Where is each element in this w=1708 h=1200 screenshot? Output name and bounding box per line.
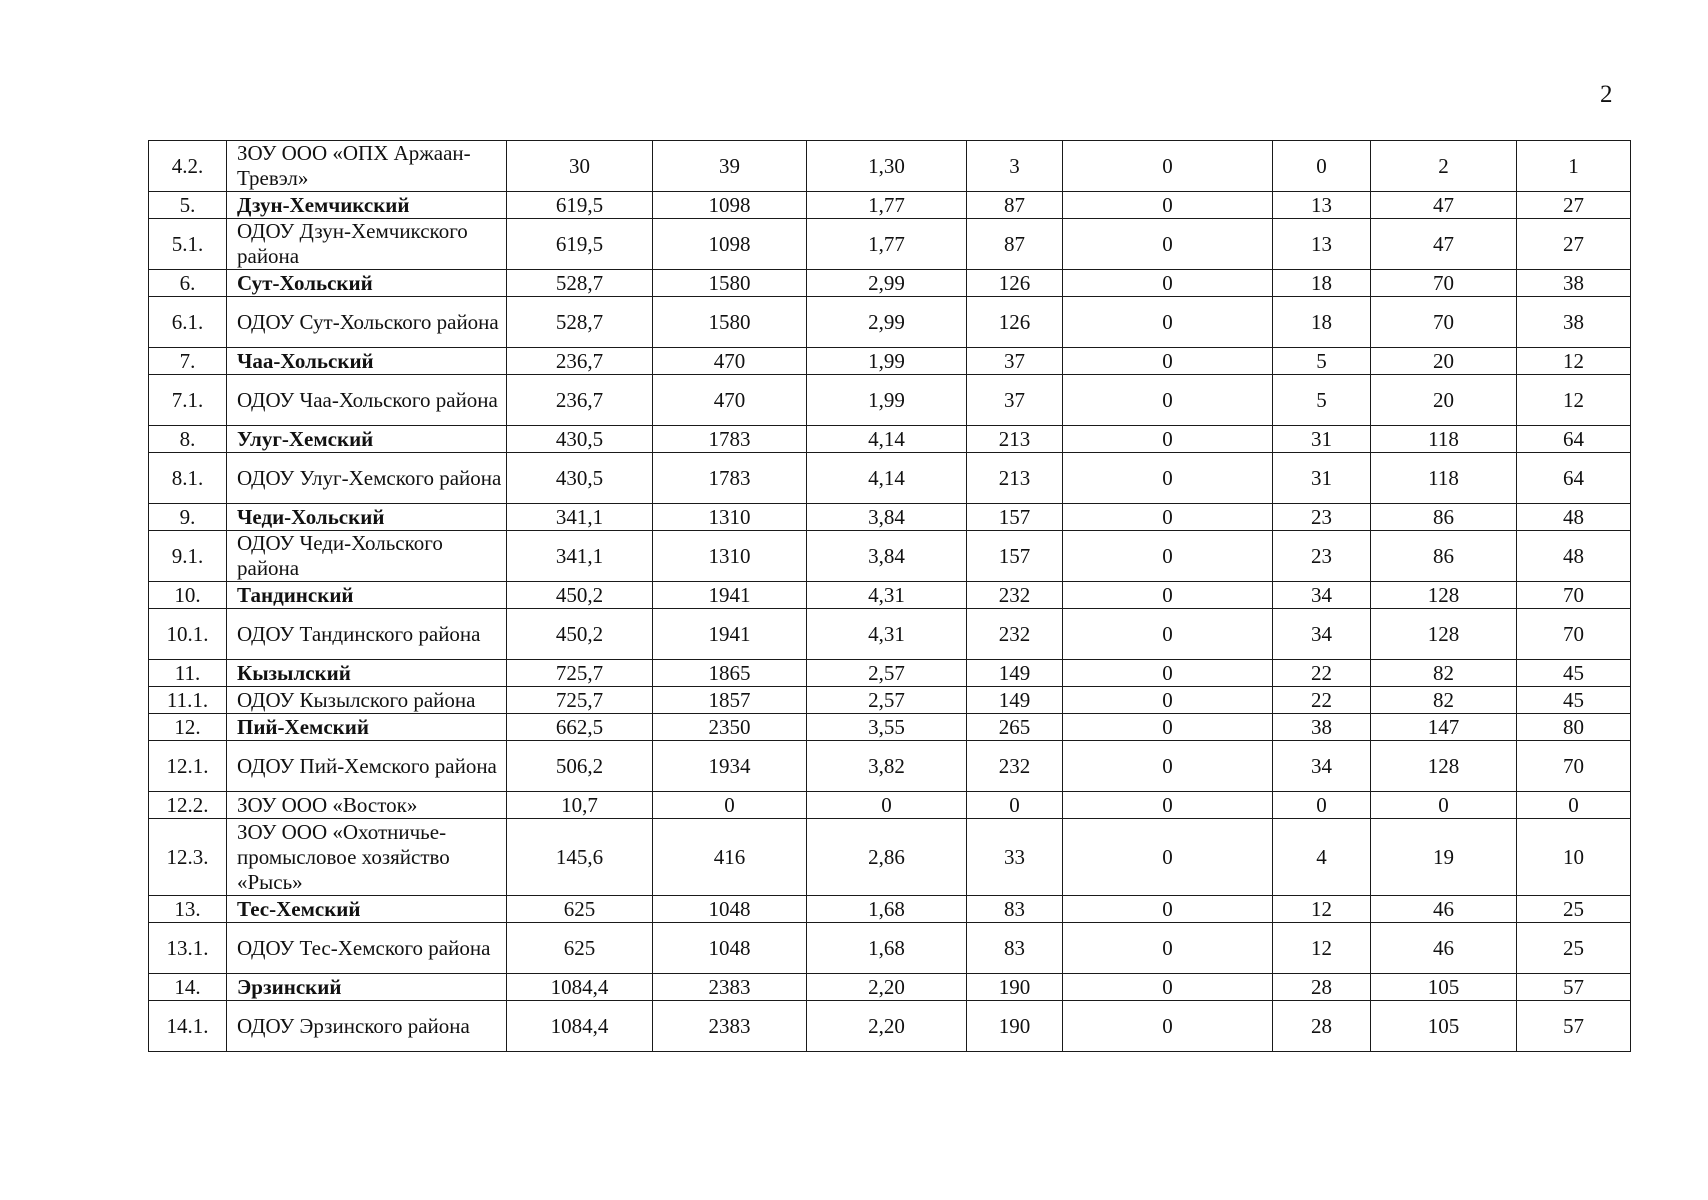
table-cell-col-2-value: 39: [653, 141, 807, 192]
table-cell-col-3-value: 2,57: [807, 660, 967, 687]
table-cell-col-7-value: 70: [1371, 270, 1517, 297]
table-cell-col-8-value: 57: [1517, 974, 1631, 1001]
table-cell-col-6-value: 0: [1273, 792, 1371, 819]
table-cell-col-2-value: 1580: [653, 297, 807, 348]
table-cell-col-4-value: 213: [967, 453, 1063, 504]
table-cell-col-2-value: 1941: [653, 609, 807, 660]
table-cell-col-7-value: 70: [1371, 297, 1517, 348]
table-cell-col-6-value: 28: [1273, 974, 1371, 1001]
table-cell-col-4-value: 83: [967, 923, 1063, 974]
table-cell-col-8-value: 27: [1517, 219, 1631, 270]
table-cell-col-4-value: 232: [967, 609, 1063, 660]
table-cell-row-name: ОДОУ Пий-Хемского района: [227, 741, 507, 792]
page-number: 2: [1600, 81, 1613, 108]
table-cell-col-1-value: 725,7: [507, 660, 653, 687]
table-cell-row-name: ОДОУ Чаа-Хольского района: [227, 375, 507, 426]
table-cell-col-3-value: 4,31: [807, 582, 967, 609]
table-cell-col-8-value: 0: [1517, 792, 1631, 819]
table-cell-col-8-value: 45: [1517, 660, 1631, 687]
table-cell-col-7-value: 128: [1371, 609, 1517, 660]
table-cell-col-2-value: 2383: [653, 1001, 807, 1052]
table-row: [149, 375, 1631, 426]
table-body: [149, 141, 1631, 1052]
table-cell-row-number: 12.1.: [149, 741, 227, 792]
table-cell-col-3-value: 2,20: [807, 974, 967, 1001]
table-cell-row-name: ОДОУ Улуг-Хемского района: [227, 453, 507, 504]
table-cell-col-7-value: 20: [1371, 375, 1517, 426]
table-cell-col-4-value: 149: [967, 660, 1063, 687]
table-row: [149, 297, 1631, 348]
table-cell-col-1-value: 450,2: [507, 609, 653, 660]
table-cell-col-7-value: 105: [1371, 1001, 1517, 1052]
table-cell-col-4-value: 126: [967, 270, 1063, 297]
table-row: [149, 714, 1631, 741]
table-cell-row-name: Дзун-Хемчикский: [227, 192, 507, 219]
table-cell-col-8-value: 12: [1517, 348, 1631, 375]
table-cell-col-6-value: 18: [1273, 270, 1371, 297]
table-cell-col-6-value: 5: [1273, 375, 1371, 426]
table-cell-col-7-value: 2: [1371, 141, 1517, 192]
table-cell-col-4-value: 213: [967, 426, 1063, 453]
table-cell-col-8-value: 38: [1517, 297, 1631, 348]
table-cell-col-6-value: 38: [1273, 714, 1371, 741]
data-table-container: [148, 140, 1630, 1052]
table-cell-row-name: ОДОУ Тес-Хемского района: [227, 923, 507, 974]
table-cell-col-6-value: 12: [1273, 923, 1371, 974]
table-cell-col-6-value: 23: [1273, 531, 1371, 582]
table-cell-col-8-value: 70: [1517, 741, 1631, 792]
table-cell-col-3-value: 2,20: [807, 1001, 967, 1052]
table-cell-col-1-value: 236,7: [507, 375, 653, 426]
table-cell-col-6-value: 34: [1273, 582, 1371, 609]
table-cell-row-number: 6.1.: [149, 297, 227, 348]
table-cell-col-3-value: 1,99: [807, 375, 967, 426]
table-row: [149, 531, 1631, 582]
table-cell-row-number: 7.: [149, 348, 227, 375]
table-cell-col-7-value: 47: [1371, 192, 1517, 219]
table-cell-col-5-value: 0: [1063, 974, 1273, 1001]
table-cell-col-1-value: 341,1: [507, 504, 653, 531]
table-cell-col-7-value: 147: [1371, 714, 1517, 741]
table-cell-col-4-value: 33: [967, 819, 1063, 896]
table-cell-col-5-value: 0: [1063, 348, 1273, 375]
table-cell-col-5-value: 0: [1063, 1001, 1273, 1052]
table-cell-row-number: 8.: [149, 426, 227, 453]
table-cell-row-name: Чаа-Хольский: [227, 348, 507, 375]
table-cell-col-3-value: 1,77: [807, 192, 967, 219]
table-cell-col-7-value: 86: [1371, 504, 1517, 531]
table-cell-col-2-value: 2350: [653, 714, 807, 741]
table-cell-col-8-value: 12: [1517, 375, 1631, 426]
table-cell-col-1-value: 528,7: [507, 297, 653, 348]
table-cell-col-1-value: 528,7: [507, 270, 653, 297]
table-cell-col-6-value: 31: [1273, 453, 1371, 504]
table-cell-row-number: 8.1.: [149, 453, 227, 504]
table-cell-col-5-value: 0: [1063, 297, 1273, 348]
table-cell-row-name: Чеди-Хольский: [227, 504, 507, 531]
table-cell-col-8-value: 25: [1517, 923, 1631, 974]
table-cell-col-1-value: 619,5: [507, 192, 653, 219]
table-cell-col-7-value: 128: [1371, 582, 1517, 609]
table-cell-col-1-value: 725,7: [507, 687, 653, 714]
table-cell-col-8-value: 38: [1517, 270, 1631, 297]
table-cell-col-5-value: 0: [1063, 714, 1273, 741]
table-cell-col-3-value: 3,84: [807, 531, 967, 582]
table-row: [149, 896, 1631, 923]
table-cell-col-3-value: 4,31: [807, 609, 967, 660]
table-cell-col-7-value: 82: [1371, 660, 1517, 687]
table-cell-row-name: Тандинский: [227, 582, 507, 609]
table-row: [149, 609, 1631, 660]
table-cell-col-6-value: 13: [1273, 219, 1371, 270]
table-cell-col-1-value: 1084,4: [507, 1001, 653, 1052]
table-cell-row-number: 7.1.: [149, 375, 227, 426]
table-cell-col-4-value: 157: [967, 531, 1063, 582]
table-cell-col-2-value: 1580: [653, 270, 807, 297]
table-cell-col-5-value: 0: [1063, 896, 1273, 923]
table-cell-col-2-value: 470: [653, 348, 807, 375]
table-cell-col-5-value: 0: [1063, 219, 1273, 270]
table-cell-col-8-value: 70: [1517, 609, 1631, 660]
table-cell-col-8-value: 10: [1517, 819, 1631, 896]
table-cell-col-5-value: 0: [1063, 792, 1273, 819]
table-cell-row-name: ОДОУ Чеди-Хольского района: [227, 531, 507, 582]
table-cell-col-3-value: 3,82: [807, 741, 967, 792]
table-cell-col-5-value: 0: [1063, 923, 1273, 974]
table-cell-col-1-value: 506,2: [507, 741, 653, 792]
table-cell-col-6-value: 18: [1273, 297, 1371, 348]
table-cell-col-3-value: 0: [807, 792, 967, 819]
table-cell-col-3-value: 3,84: [807, 504, 967, 531]
table-cell-col-4-value: 83: [967, 896, 1063, 923]
table-cell-col-1-value: 236,7: [507, 348, 653, 375]
table-cell-col-5-value: 0: [1063, 741, 1273, 792]
table-cell-col-6-value: 13: [1273, 192, 1371, 219]
table-cell-col-8-value: 27: [1517, 192, 1631, 219]
data-table: [148, 140, 1631, 1052]
table-cell-col-7-value: 86: [1371, 531, 1517, 582]
table-cell-row-number: 13.: [149, 896, 227, 923]
table-cell-row-number: 12.3.: [149, 819, 227, 896]
table-row: [149, 660, 1631, 687]
table-row: [149, 348, 1631, 375]
table-cell-row-name: Эрзинский: [227, 974, 507, 1001]
table-cell-col-6-value: 28: [1273, 1001, 1371, 1052]
table-cell-row-number: 12.2.: [149, 792, 227, 819]
table-cell-col-7-value: 118: [1371, 453, 1517, 504]
table-cell-col-1-value: 10,7: [507, 792, 653, 819]
table-row: [149, 426, 1631, 453]
table-cell-col-2-value: 0: [653, 792, 807, 819]
table-cell-col-6-value: 12: [1273, 896, 1371, 923]
table-cell-col-4-value: 265: [967, 714, 1063, 741]
table-cell-col-2-value: 1048: [653, 923, 807, 974]
table-cell-row-number: 11.: [149, 660, 227, 687]
table-cell-col-8-value: 1: [1517, 141, 1631, 192]
table-cell-col-8-value: 48: [1517, 531, 1631, 582]
table-cell-col-5-value: 0: [1063, 426, 1273, 453]
table-cell-col-4-value: 232: [967, 582, 1063, 609]
table-cell-col-6-value: 34: [1273, 741, 1371, 792]
table-cell-col-4-value: 149: [967, 687, 1063, 714]
table-cell-col-3-value: 2,57: [807, 687, 967, 714]
table-cell-col-3-value: 1,99: [807, 348, 967, 375]
table-cell-col-4-value: 37: [967, 348, 1063, 375]
table-row: [149, 219, 1631, 270]
table-cell-col-2-value: 1857: [653, 687, 807, 714]
table-cell-col-7-value: 46: [1371, 896, 1517, 923]
table-cell-row-name: Пий-Хемский: [227, 714, 507, 741]
table-cell-col-2-value: 2383: [653, 974, 807, 1001]
table-cell-row-number: 5.1.: [149, 219, 227, 270]
table-cell-col-1-value: 1084,4: [507, 974, 653, 1001]
table-cell-col-4-value: 87: [967, 192, 1063, 219]
table-cell-col-8-value: 80: [1517, 714, 1631, 741]
table-cell-col-5-value: 0: [1063, 687, 1273, 714]
table-cell-col-6-value: 0: [1273, 141, 1371, 192]
table-cell-col-1-value: 450,2: [507, 582, 653, 609]
table-cell-col-6-value: 22: [1273, 660, 1371, 687]
table-cell-row-name: Тес-Хемский: [227, 896, 507, 923]
table-cell-row-name: ЗОУ ООО «ОПХ Аржаан-Тревэл»: [227, 141, 507, 192]
table-cell-row-name: ОДОУ Эрзинского района: [227, 1001, 507, 1052]
table-cell-row-name: ОДОУ Кызылского района: [227, 687, 507, 714]
table-cell-row-number: 14.: [149, 974, 227, 1001]
table-row: [149, 504, 1631, 531]
table-cell-row-name: Кызылский: [227, 660, 507, 687]
table-cell-row-name: Сут-Хольский: [227, 270, 507, 297]
table-cell-row-number: 10.1.: [149, 609, 227, 660]
table-cell-col-5-value: 0: [1063, 531, 1273, 582]
table-cell-col-7-value: 19: [1371, 819, 1517, 896]
table-cell-col-4-value: 126: [967, 297, 1063, 348]
table-cell-col-1-value: 662,5: [507, 714, 653, 741]
table-cell-col-5-value: 0: [1063, 609, 1273, 660]
table-cell-col-3-value: 1,30: [807, 141, 967, 192]
table-cell-row-number: 13.1.: [149, 923, 227, 974]
table-cell-col-8-value: 48: [1517, 504, 1631, 531]
table-cell-col-1-value: 625: [507, 923, 653, 974]
table-cell-row-name: ОДОУ Тандинского района: [227, 609, 507, 660]
table-cell-row-number: 11.1.: [149, 687, 227, 714]
table-cell-col-5-value: 0: [1063, 819, 1273, 896]
table-cell-col-3-value: 4,14: [807, 426, 967, 453]
table-cell-col-6-value: 31: [1273, 426, 1371, 453]
table-cell-col-8-value: 25: [1517, 896, 1631, 923]
table-cell-col-7-value: 46: [1371, 923, 1517, 974]
table-cell-col-7-value: 0: [1371, 792, 1517, 819]
table-cell-col-1-value: 30: [507, 141, 653, 192]
table-row: [149, 741, 1631, 792]
table-cell-row-name: Улуг-Хемский: [227, 426, 507, 453]
table-cell-col-1-value: 625: [507, 896, 653, 923]
table-row: [149, 192, 1631, 219]
table-cell-col-7-value: 118: [1371, 426, 1517, 453]
table-cell-col-4-value: 157: [967, 504, 1063, 531]
table-cell-col-1-value: 430,5: [507, 453, 653, 504]
table-cell-col-4-value: 3: [967, 141, 1063, 192]
table-cell-col-8-value: 70: [1517, 582, 1631, 609]
table-cell-col-1-value: 619,5: [507, 219, 653, 270]
table-cell-col-2-value: 1310: [653, 504, 807, 531]
table-row: [149, 819, 1631, 896]
table-cell-col-5-value: 0: [1063, 375, 1273, 426]
table-cell-row-number: 4.2.: [149, 141, 227, 192]
table-row: [149, 1001, 1631, 1052]
table-cell-row-name: ЗОУ ООО «Охотничье-промысловое хозяйство «Рысь»: [227, 819, 507, 896]
table-cell-col-1-value: 430,5: [507, 426, 653, 453]
table-cell-col-6-value: 4: [1273, 819, 1371, 896]
table-cell-row-name: ЗОУ ООО «Восток»: [227, 792, 507, 819]
table-cell-col-1-value: 145,6: [507, 819, 653, 896]
table-row: [149, 687, 1631, 714]
table-cell-col-3-value: 3,55: [807, 714, 967, 741]
table-cell-col-2-value: 1098: [653, 219, 807, 270]
table-cell-col-3-value: 4,14: [807, 453, 967, 504]
table-cell-col-7-value: 82: [1371, 687, 1517, 714]
table-cell-col-5-value: 0: [1063, 453, 1273, 504]
table-cell-row-number: 6.: [149, 270, 227, 297]
table-cell-row-number: 9.1.: [149, 531, 227, 582]
table-cell-col-2-value: 416: [653, 819, 807, 896]
table-cell-col-4-value: 0: [967, 792, 1063, 819]
table-cell-row-name: ОДОУ Сут-Хольского района: [227, 297, 507, 348]
table-cell-col-6-value: 34: [1273, 609, 1371, 660]
table-cell-col-8-value: 64: [1517, 453, 1631, 504]
table-cell-col-7-value: 128: [1371, 741, 1517, 792]
table-cell-col-4-value: 190: [967, 1001, 1063, 1052]
table-cell-col-3-value: 2,86: [807, 819, 967, 896]
table-cell-col-2-value: 470: [653, 375, 807, 426]
table-cell-col-5-value: 0: [1063, 141, 1273, 192]
table-cell-col-8-value: 45: [1517, 687, 1631, 714]
table-cell-col-5-value: 0: [1063, 660, 1273, 687]
table-cell-col-6-value: 5: [1273, 348, 1371, 375]
table-cell-col-7-value: 105: [1371, 974, 1517, 1001]
table-cell-col-5-value: 0: [1063, 270, 1273, 297]
table-row: [149, 923, 1631, 974]
table-cell-col-5-value: 0: [1063, 582, 1273, 609]
table-row: [149, 582, 1631, 609]
table-cell-col-7-value: 47: [1371, 219, 1517, 270]
table-cell-col-3-value: 2,99: [807, 270, 967, 297]
table-cell-col-2-value: 1783: [653, 426, 807, 453]
table-cell-row-number: 9.: [149, 504, 227, 531]
table-cell-row-number: 5.: [149, 192, 227, 219]
table-cell-col-5-value: 0: [1063, 504, 1273, 531]
table-cell-col-5-value: 0: [1063, 192, 1273, 219]
table-row: [149, 974, 1631, 1001]
table-cell-col-4-value: 190: [967, 974, 1063, 1001]
table-row: [149, 270, 1631, 297]
table-row: [149, 792, 1631, 819]
table-cell-col-2-value: 1098: [653, 192, 807, 219]
table-cell-col-4-value: 87: [967, 219, 1063, 270]
table-cell-row-number: 14.1.: [149, 1001, 227, 1052]
table-cell-col-2-value: 1783: [653, 453, 807, 504]
table-cell-col-2-value: 1048: [653, 896, 807, 923]
table-cell-col-4-value: 232: [967, 741, 1063, 792]
table-cell-row-number: 10.: [149, 582, 227, 609]
table-cell-col-2-value: 1941: [653, 582, 807, 609]
table-cell-col-8-value: 57: [1517, 1001, 1631, 1052]
table-cell-row-name: ОДОУ Дзун-Хемчикского района: [227, 219, 507, 270]
table-cell-col-2-value: 1934: [653, 741, 807, 792]
table-cell-row-number: 12.: [149, 714, 227, 741]
table-cell-col-6-value: 23: [1273, 504, 1371, 531]
table-cell-col-4-value: 37: [967, 375, 1063, 426]
table-cell-col-6-value: 22: [1273, 687, 1371, 714]
table-cell-col-3-value: 1,77: [807, 219, 967, 270]
table-row: [149, 453, 1631, 504]
table-cell-col-3-value: 2,99: [807, 297, 967, 348]
table-cell-col-3-value: 1,68: [807, 923, 967, 974]
table-cell-col-8-value: 64: [1517, 426, 1631, 453]
table-cell-col-2-value: 1865: [653, 660, 807, 687]
table-cell-col-2-value: 1310: [653, 531, 807, 582]
table-cell-col-3-value: 1,68: [807, 896, 967, 923]
table-cell-col-1-value: 341,1: [507, 531, 653, 582]
table-row: [149, 141, 1631, 192]
table-cell-col-7-value: 20: [1371, 348, 1517, 375]
